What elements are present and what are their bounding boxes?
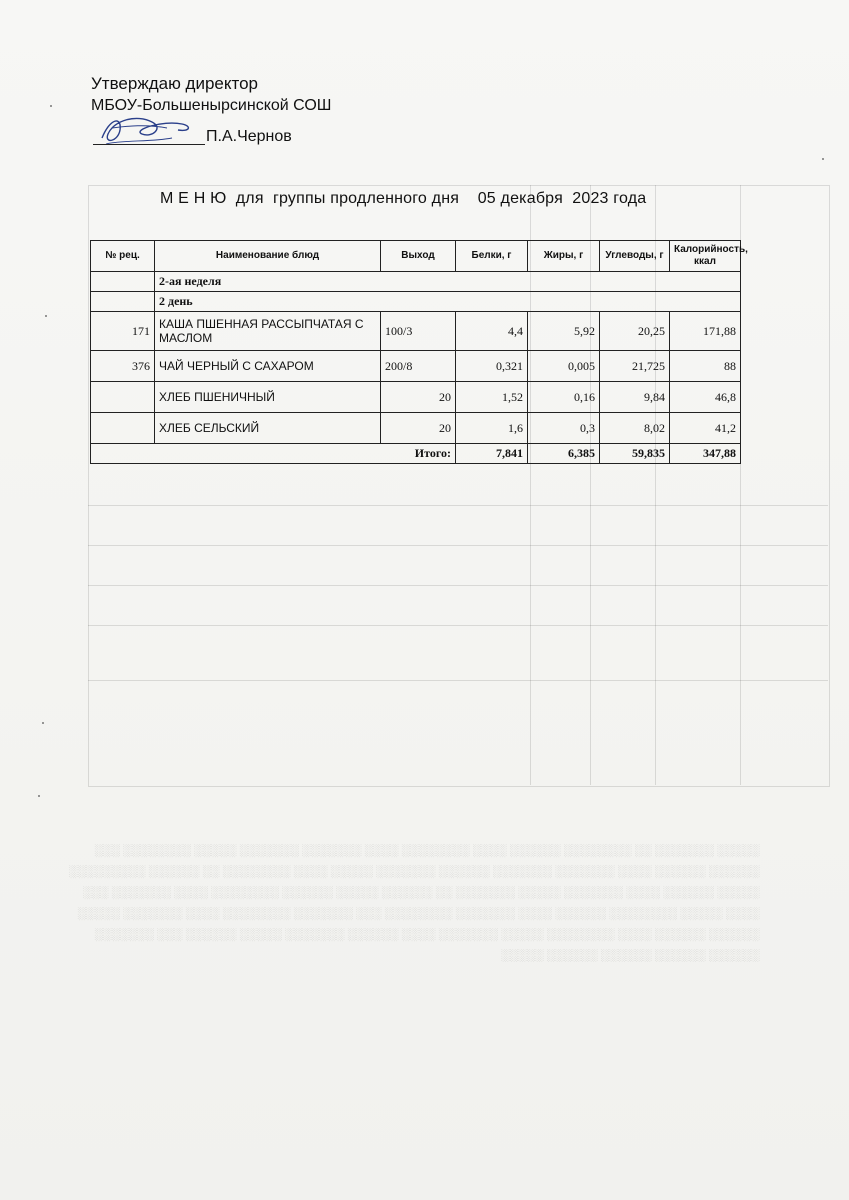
signature-line [93,144,205,145]
dish-proteins: 0,321 [456,351,528,382]
bleed-through-line [88,585,828,586]
header-dish-name: Наименование блюд [155,241,381,272]
scan-speck [822,158,824,160]
week-row [91,272,741,292]
day-row [91,292,741,312]
menu-table [90,240,748,464]
recipe-number: 171 [91,312,155,351]
total-label: Итого: [91,444,456,464]
approval-organization: МБОУ-Большенырсинской СОШ [91,97,332,114]
recipe-number [91,413,155,444]
day-label: 2 день [155,292,741,312]
approval-title: Утверждаю директор [91,74,259,93]
dish-fats: 0,16 [528,382,600,413]
signature-icon [92,108,202,154]
scan-speck [42,722,44,724]
bleed-through-line [88,680,828,681]
signatory-name: П.А.Чернов [206,128,292,145]
total-carbohydrates: 59,835 [600,444,670,464]
dish-output: 100/3 [381,312,456,351]
scan-speck [50,105,52,107]
scan-speck [38,795,40,797]
dish-calories: 171,88 [670,312,741,351]
total-calories: 347,88 [670,444,741,464]
dish-name: ХЛЕБ ПШЕНИЧНЫЙ [155,382,381,413]
dish-carbohydrates: 21,725 [600,351,670,382]
header-carbohydrates: Углеводы, г [600,241,670,272]
menu-title: М Е Н Ю для группы продленного дня 05 декабря 2023 года [160,190,647,207]
dish-output: 200/8 [381,351,456,382]
dish-name: КАША ПШЕННАЯ РАССЫПЧАТАЯ С МАСЛОМ [155,312,381,351]
dish-carbohydrates: 20,25 [600,312,670,351]
total-row [91,444,741,464]
dish-calories: 46,8 [670,382,741,413]
dish-fats: 5,92 [528,312,600,351]
total-proteins: 7,841 [456,444,528,464]
dish-calories: 88 [670,351,741,382]
dish-carbohydrates: 9,84 [600,382,670,413]
dish-fats: 0,005 [528,351,600,382]
total-fats: 6,385 [528,444,600,464]
dish-proteins: 4,4 [456,312,528,351]
bleed-through-text: ░░░░░ ░░░░░░░ ░░ ░░░░░░░░ ░░░░░░ ░░░░ ░░░░░░░░ ░░░░ ░░░░░░░ ░░░░░░░ ░░░░░ ░░░░░░░░ ░░░ ░░░░░░ ░░░░░░ ░░░░ ░░░░░░░ ░░░░░░░ ░░░░░░ ░░░░░░░ ░░░░░ ░░░░ ░░░░░░░░ ░░ ░░░░░░ ░░░░░░░░░ ░░░░░ ░░░░░░ ░░░░ ░░░░░░░ ░░░░░ ░░░░░░░ ░░ ░░░░░░ ░░░░░ ░░░░░░ ░░░░░░░░ ░░░░ ░░░░░░░ ░░░ ░░░░ ░░░░░ ░░░░░░░░ ░░░░░░ ░░░░ ░░░░░░░ ░░░░░░░░ ░░░ ░░░░░░░ ░░░░░░░░ ░░░░ ░░░░░░░ ░░░░░ ░░░░░░ ░░░░░░ ░░░░ ░░░░░░░░ ░░░░░ ░░░░░░░ ░░░░ ░░░░░░ ░░░░░░░ ░░░░░ ░░░░░░ ░░░ ░░░░░░░ ░░░░░░ ░░░░░░ ░░░░░░ ░░░░░░ ░░░░░ [69,843,760,962]
scan-speck [45,315,47,317]
header-calories: Калорийность, ккал [670,241,741,272]
dish-proteins: 1,6 [456,413,528,444]
dish-fats: 0,3 [528,413,600,444]
table-row [91,351,741,382]
table-row [91,312,741,351]
dish-output: 20 [381,413,456,444]
dish-output: 20 [381,382,456,413]
recipe-number: 376 [91,351,155,382]
table-row [91,413,741,444]
header-fats: Жиры, г [528,241,600,272]
dish-proteins: 1,52 [456,382,528,413]
recipe-number [91,382,155,413]
table-header-row [91,241,741,272]
header-proteins: Белки, г [456,241,528,272]
table-row [91,382,741,413]
dish-name: ЧАЙ ЧЕРНЫЙ С САХАРОМ [155,351,381,382]
dish-name: ХЛЕБ СЕЛЬСКИЙ [155,413,381,444]
dish-carbohydrates: 8,02 [600,413,670,444]
header-recipe-number: № рец. [91,241,155,272]
bleed-through-line [88,545,828,546]
week-label: 2-ая неделя [155,272,741,292]
dish-calories: 41,2 [670,413,741,444]
header-output: Выход [381,241,456,272]
bleed-through-line [88,505,828,506]
bleed-through-line [88,625,828,626]
